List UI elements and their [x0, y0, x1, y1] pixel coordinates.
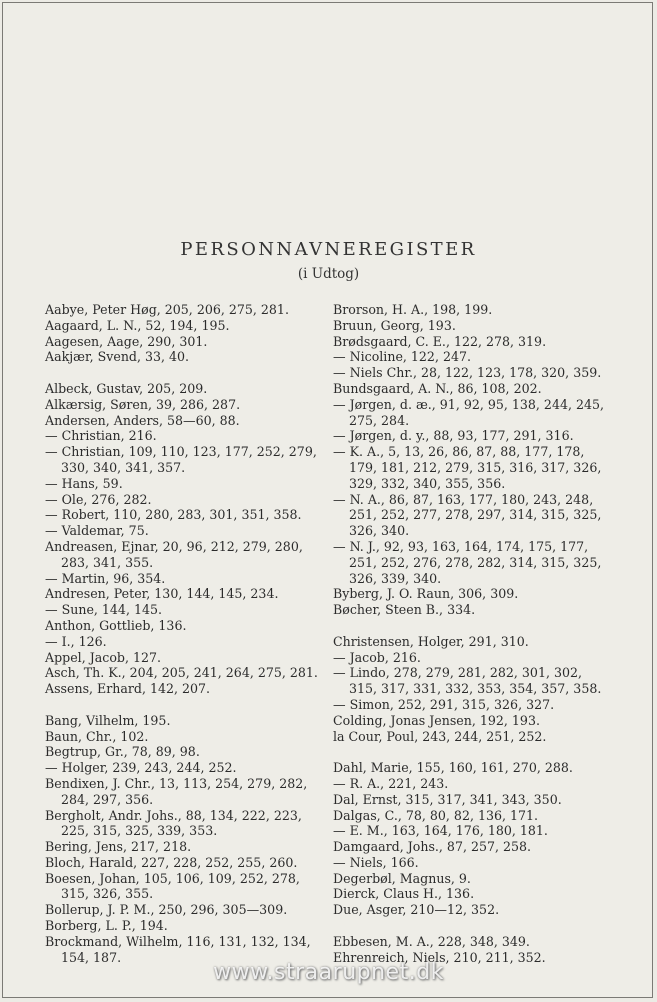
index-entry: Andreasen, Ejnar, 20, 96, 212, 279, 280, — [45, 538, 303, 554]
index-entry: Damgaard, Johs., 87, 257, 258. — [333, 839, 532, 855]
index-entry: Bendixen, J. Chr., 13, 113, 254, 279, 282, — [45, 775, 308, 791]
index-entry-continuation: 225, 315, 325, 339, 353. — [61, 823, 218, 839]
index-entry: — Christian, 216. — [45, 428, 157, 444]
index-entry: Bøcher, Steen B., 334. — [333, 602, 476, 618]
index-entry: Bollerup, J. P. M., 250, 296, 305—309. — [45, 902, 288, 918]
letter-group-gap — [333, 918, 633, 934]
index-entry: Byberg, J. O. Raun, 306, 309. — [333, 586, 519, 602]
index-entry-continuation: 326, 339, 340. — [349, 570, 442, 586]
index-entry-continuation: 315, 326, 355. — [61, 886, 154, 902]
index-entry: Christensen, Holger, 291, 310. — [333, 633, 529, 649]
index-entry: Aagaard, L. N., 52, 194, 195. — [45, 317, 230, 333]
letter-group-gap — [333, 744, 633, 760]
index-entry: Dal, Ernst, 315, 317, 341, 343, 350. — [333, 791, 562, 807]
index-entry: Dahl, Marie, 155, 160, 161, 270, 288. — [333, 760, 573, 776]
index-entry: Bundsgaard, A. N., 86, 108, 202. — [333, 380, 542, 396]
index-entry: Bang, Vilhelm, 195. — [45, 712, 171, 728]
index-entry: Anthon, Gottlieb, 136. — [45, 617, 187, 633]
index-entry: Ehrenreich, Niels, 210, 211, 352. — [333, 949, 546, 965]
index-entry: — Lindo, 278, 279, 281, 282, 301, 302, — [333, 665, 583, 681]
index-entry: — Martin, 96, 354. — [45, 570, 166, 586]
index-entry: — N. J., 92, 93, 163, 164, 174, 175, 177, — [333, 538, 589, 554]
index-column-right — [333, 302, 633, 965]
index-entry: — Valdemar, 75. — [45, 523, 149, 539]
page-subtitle: (i Udtog) — [297, 266, 360, 282]
index-entry: — Sune, 144, 145. — [45, 602, 162, 618]
index-entry: Begtrup, Gr., 78, 89, 98. — [45, 744, 200, 760]
index-entry: Aabye, Peter Høg, 205, 206, 275, 281. — [45, 302, 289, 317]
index-entry: Alkærsig, Søren, 39, 286, 287. — [45, 396, 241, 412]
index-entry: — N. A., 86, 87, 163, 177, 180, 243, 248, — [333, 491, 594, 507]
index-entry: — Jørgen, d. æ., 91, 92, 95, 138, 244, 245, — [333, 396, 605, 412]
index-entry: — Hans, 59. — [45, 475, 123, 491]
index-entry: Bering, Jens, 217, 218. — [45, 839, 192, 855]
index-column-left — [45, 302, 330, 965]
index-entry-continuation: 179, 181, 212, 279, 315, 316, 317, 326, — [349, 459, 602, 475]
index-entry: — K. A., 5, 13, 26, 86, 87, 88, 177, 178, — [333, 444, 585, 460]
index-entry: Dalgas, C., 78, 80, 82, 136, 171. — [333, 807, 539, 823]
watermark: www.straarupnet.dk — [213, 960, 444, 985]
index-entry: Andresen, Peter, 130, 144, 145, 234. — [45, 586, 279, 602]
index-entry-continuation: 326, 340. — [349, 523, 410, 539]
index-entry: Due, Asger, 210—12, 352. — [333, 902, 500, 918]
index-entry-continuation: 275, 284. — [349, 412, 410, 428]
index-entry: Brødsgaard, C. E., 122, 278, 319. — [333, 333, 547, 349]
index-entry: Colding, Jonas Jensen, 192, 193. — [333, 712, 540, 728]
index-entry: — Jørgen, d. y., 88, 93, 177, 291, 316. — [333, 428, 574, 444]
index-entry: — I., 126. — [45, 633, 107, 649]
index-entry-continuation: 329, 332, 340, 355, 356. — [349, 475, 506, 491]
page-title: PERSONNAVNEREGISTER — [180, 239, 477, 260]
index-entry: Aakjær, Svend, 33, 40. — [45, 349, 190, 365]
index-entry-continuation: 315, 317, 331, 332, 353, 354, 357, 358. — [349, 681, 602, 697]
index-entry: — Nicoline, 122, 247. — [333, 349, 471, 365]
index-entry: — R. A., 221, 243. — [333, 775, 449, 791]
index-entry: — Niels, 166. — [333, 854, 419, 870]
index-entry: Albeck, Gustav, 205, 209. — [45, 380, 208, 396]
index-entry: — Niels Chr., 28, 122, 123, 178, 320, 359. — [333, 365, 602, 381]
index-entry-continuation: 251, 252, 276, 278, 282, 314, 315, 325, — [349, 554, 602, 570]
index-entry: Dierck, Claus H., 136. — [333, 886, 475, 902]
index-entry: — Simon, 252, 291, 315, 326, 327. — [333, 696, 555, 712]
index-entry: Bruun, Georg, 193. — [333, 317, 456, 333]
index-entry: Andersen, Anders, 58—60, 88. — [45, 412, 240, 428]
letter-group-gap — [45, 365, 330, 381]
index-entry-continuation: 251, 252, 277, 278, 297, 314, 315, 325, — [349, 507, 602, 523]
index-entry: — Robert, 110, 280, 283, 301, 351, 358. — [45, 507, 302, 523]
index-entry: Baun, Chr., 102. — [45, 728, 149, 744]
index-entry: — Christian, 109, 110, 123, 177, 252, 279, — [45, 444, 317, 460]
index-entry: Bergholt, Andr. Johs., 88, 134, 222, 223, — [45, 807, 302, 823]
index-entry: Asch, Th. K., 204, 205, 241, 264, 275, 281. — [45, 665, 318, 681]
index-entry-continuation: 154, 187. — [61, 949, 122, 965]
index-entry-continuation: 284, 297, 356. — [61, 791, 154, 807]
index-entry: Brockmand, Wilhelm, 116, 131, 132, 134, — [45, 933, 311, 949]
index-entry: Bloch, Harald, 227, 228, 252, 255, 260. — [45, 854, 298, 870]
index-entry: — Jacob, 216. — [333, 649, 421, 665]
letter-group-gap — [333, 618, 633, 634]
index-entry: Appel, Jacob, 127. — [45, 649, 162, 665]
index-entry: Brorson, H. A., 198, 199. — [333, 302, 493, 317]
index-entry: — E. M., 163, 164, 176, 180, 181. — [333, 823, 548, 839]
index-entry: Aagesen, Aage, 290, 301. — [45, 333, 208, 349]
index-entry: — Holger, 239, 243, 244, 252. — [45, 760, 237, 776]
index-entry-continuation: 330, 340, 341, 357. — [61, 459, 186, 475]
index-entry: — Ole, 276, 282. — [45, 491, 152, 507]
index-entry: Ebbesen, M. A., 228, 348, 349. — [333, 933, 530, 949]
index-entry: la Cour, Poul, 243, 244, 251, 252. — [333, 728, 547, 744]
index-entry-continuation: 283, 341, 355. — [61, 554, 154, 570]
index-entry: Boesen, Johan, 105, 106, 109, 252, 278, — [45, 870, 300, 886]
index-entry: Degerbøl, Magnus, 9. — [333, 870, 471, 886]
index-entry: Assens, Erhard, 142, 207. — [45, 681, 211, 697]
index-entry: Borberg, L. P., 194. — [45, 918, 168, 934]
letter-group-gap — [45, 697, 330, 713]
